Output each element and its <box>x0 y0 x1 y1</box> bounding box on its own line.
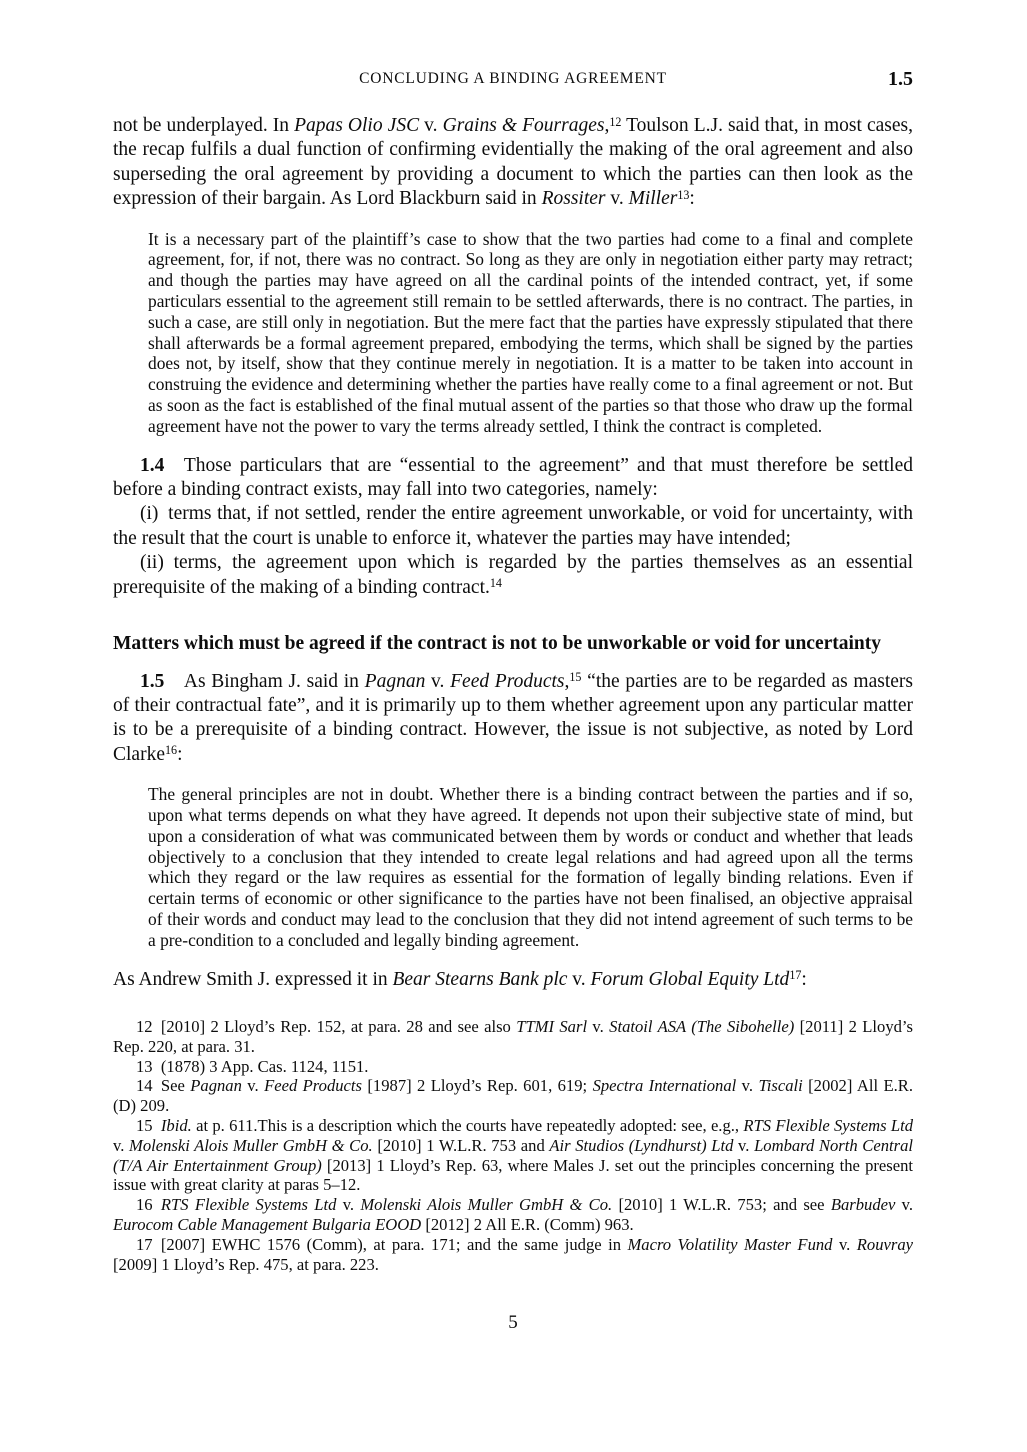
page-number: 5 <box>508 1312 518 1334</box>
section-subheading: Matters which must be agreed if the contract is not to be unworkable or void for uncertainty <box>113 633 882 655</box>
paragraph-1-4: 1.4 Those particulars that are “essential to the agreement” and that must therefore be settled before a binding contract exists, may fall into two categories, namely: <box>113 454 913 500</box>
footnotes-block <box>113 1017 913 1274</box>
paragraph-intro: not be underplayed. In Papas Olio JSC v. Grains & Fourrages,$^{12}$ Toulson L.J. said that, in most cases, the recap fulfils a dual function of confirming evidentially the making of the oral agreement and also superseding the oral agreement by providing a document to which the parties can then look as the expression of their bargain. As Lord Blackburn said in Rossiter v. Miller$^{13}$: <box>113 114 913 210</box>
footnote-14: 14 See Pagnan v. Feed Products [1987] 2 Lloyd’s Rep. 601, 619; Spectra International v. Tiscali [2002] All E.R.(D) 209. <box>113 1076 913 1116</box>
footnote-15: 15 Ibid. at p. 611.This is a description which the courts have repeatedly adopted: see, e.g., RTS Flexible Systems Ltd v. Molenski Alois Muller GmbH & Co. [2010] 1 W.L.R. 753 and Air Studios (Lyndhurst) Ltd v. Lombard North Central (T/A Air Entertainment Group) [2013] 1 Lloyd’s Rep. 63, where Males J. set out the principles concerning the present issue with great clarity at paras 5–12. <box>113 1115 914 1195</box>
quote-lord-blackburn: It is a necessary part of the plaintiff’s case to show that the two parties had come to a final and complete agreement, for, if not, there was no contract. So long as they are only in negotiation either party may retract; and though the parties may have agreed on all the cardinal points of the intended contract, yet, if some particulars essential to the agreement still remain to be settled afterwards, there is no contract. The parties, in such a case, are still only in negotiation. But the mere fact that the parties have expressly stipulated that there shall afterwards be a formal agreement prepared, embodying the terms, which shall be signed by the parties does not, by itself, show that they continue merely in negotiation. It is a matter to be taken into account in construing the evidence and determining whether the parties have really come to a final agreement or not. But as soon as the fact is established of the final mutual assent of the parties so that those who draw up the formal agreement have not the power to vary the terms already settled, I think the contract is completed. <box>148 228 913 436</box>
section-number: 1.5 <box>888 68 913 90</box>
paragraph-bear-stearns: As Andrew Smith J. expressed it in Bear Stearns Bank plc v. Forum Global Equity Ltd$^{17}$: <box>113 968 807 990</box>
running-title: CONCLUDING A BINDING AGREEMENT <box>359 70 667 87</box>
footnote-17: 17 [2007] EWHC 1576 (Comm), at para. 171; and the same judge in Macro Volatility Master Fund v. Rouvray [2009] 1 Lloyd’s Rep. 475, at para. 223. <box>113 1234 913 1274</box>
running-header <box>113 66 913 92</box>
footnote-16: 16 RTS Flexible Systems Ltd v. Molenski Alois Muller GmbH & Co. [2010] 1 W.L.R. 753; and see Barbudev v. Eurocom Cable Management Bulgaria EOOD [2012] 2 All E.R. (Comm) 963. <box>113 1195 913 1234</box>
quote-lord-clarke: The general principles are not in doubt. Whether there is a binding contract between the parties and if so, upon what terms depends on what they have agreed. It depends not upon their subjective state of mind, but upon a consideration of what was communicated between them by words or conduct and whether that leads objectively to a conclusion that they intended to create legal relations and had agreed upon all the terms which they regard or the law requires as essential for the formation of legally binding relations. Even if certain terms of economic or other significance to the parties have not been finalised, an objective appraisal of their words and conduct may lead to the conclusion that they did not intend agreement of such terms to be a pre-condition to a concluded and legally binding agreement. <box>148 784 913 950</box>
list-item-i: (i) terms that, if not settled, render the entire agreement unworkable, or void for uncertainty, with the result that the court is unable to enforce it, whatever the parties may have intended; <box>113 503 913 549</box>
list-item-ii: (ii) terms, the agreement upon which is regarded by the parties themselves as an essential prerequisite of the making of a binding contract.$^{14}$ <box>113 552 913 598</box>
footnote-12: 12 [2010] 2 Lloyd’s Rep. 152, at para. 28 and see also TTMI Sarl v. Statoil ASA (The Sibohelle) [2011] 2 Lloyd’s Rep. 220, at para. 31. <box>113 1016 913 1056</box>
paragraph-1-5: 1.5 As Bingham J. said in Pagnan v. Feed Products,$^{15}$ “the parties are to be regarded as masters of their contractual fate”, and it is primarily up to them whether agreement upon any particular matter is to be a prerequisite of a binding contract. However, the issue is not subjective, as noted by Lord Clarke$^{16}$: <box>113 670 913 765</box>
footnote-13: 13 (1878) 3 App. Cas. 1124, 1151. <box>136 1056 369 1076</box>
